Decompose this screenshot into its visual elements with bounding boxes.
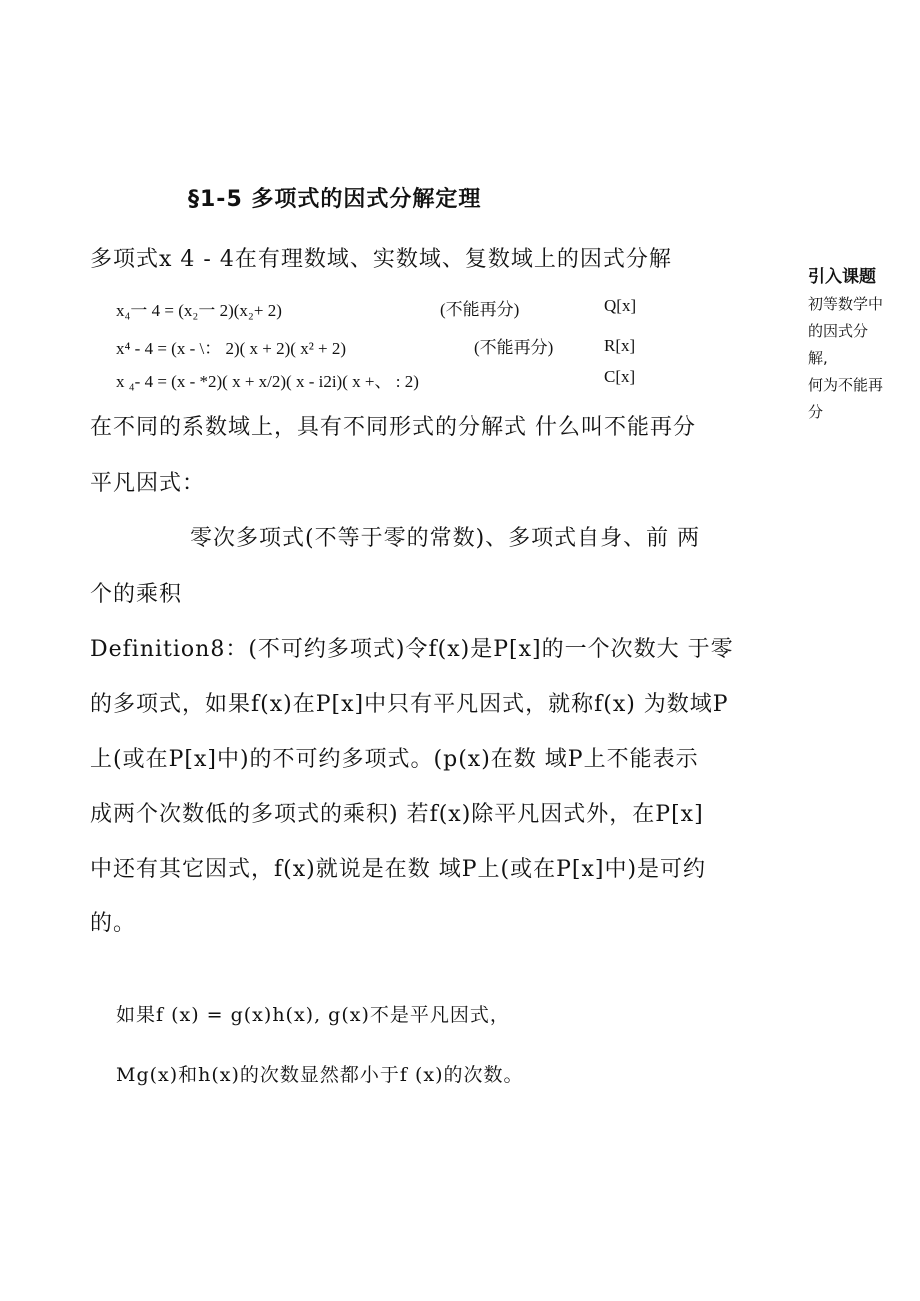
body-line-8: 成两个次数低的多项式的乘积) 若f(x)除平凡因式外，在P[x] [90, 802, 704, 827]
equation-1-note: (不能再分) [440, 300, 520, 319]
side-note-line: 初等数学中 [808, 295, 884, 313]
section-title: §1-5 多项式的因式分解定理 [188, 187, 482, 212]
side-note [808, 264, 883, 426]
side-note-heading: 引入课题 [808, 267, 876, 287]
side-note-line: 何为不能再 [808, 376, 884, 394]
footer-line-2: Mg(x)和h(x)的次数显然都小于f (x)的次数。 [116, 1064, 524, 1086]
equation-2-note: (不能再分) [474, 338, 554, 357]
body-line-5: Definition8：(不可约多项式)令f(x)是P[x]的一个次数大 于零 [90, 637, 734, 662]
body-line-9: 中还有其它因式，f(x)就说是在数 域P上(或在P[x]中)是可约 [90, 857, 707, 882]
body-line-10: 的。 [90, 911, 137, 936]
equation-1-expr: x₄一 4 = (x₂一 2)(x₂+ 2) [116, 301, 282, 320]
equation-2-expr: x⁴ - 4 = (x - \： 2)( x + 2)( x² + 2) [116, 339, 347, 358]
equation-3-field: C[x] [604, 367, 636, 386]
side-note-line: 解, [808, 349, 828, 367]
body-line-7: 上(或在P[x]中)的不可约多项式。(p(x)在数 域P上不能表示 [90, 747, 699, 772]
body-line-2: 平凡因式： [90, 471, 206, 496]
intro-line: 多项式x 4 - 4在有理数域、实数域、复数域上的因式分解 [90, 247, 672, 272]
side-note-line: 的因式分 [808, 322, 869, 340]
body-line-1: 在不同的系数域上，具有不同形式的分解式 什么叫不能再分 [90, 415, 696, 440]
footer-line-1: 如果f (x) = g(x)h(x), g(x)不是平凡因式， [116, 1004, 510, 1026]
body-line-3: 零次多项式(不等于零的常数)、多项式自身、前 两 [190, 526, 701, 551]
body-line-6: 的多项式，如果f(x)在P[x]中只有平凡因式，就称f(x) 为数域P [90, 692, 729, 717]
equation-1-field: Q[x] [604, 296, 637, 315]
body-line-4: 个的乘积 [90, 582, 183, 607]
equation-2-field: R[x] [604, 336, 636, 355]
side-note-line: 分 [808, 403, 824, 421]
equation-3-expr: x ₄- 4 = (x - *2)( x + x/2)( x - i2i)( x +、 : 2) [116, 372, 419, 391]
